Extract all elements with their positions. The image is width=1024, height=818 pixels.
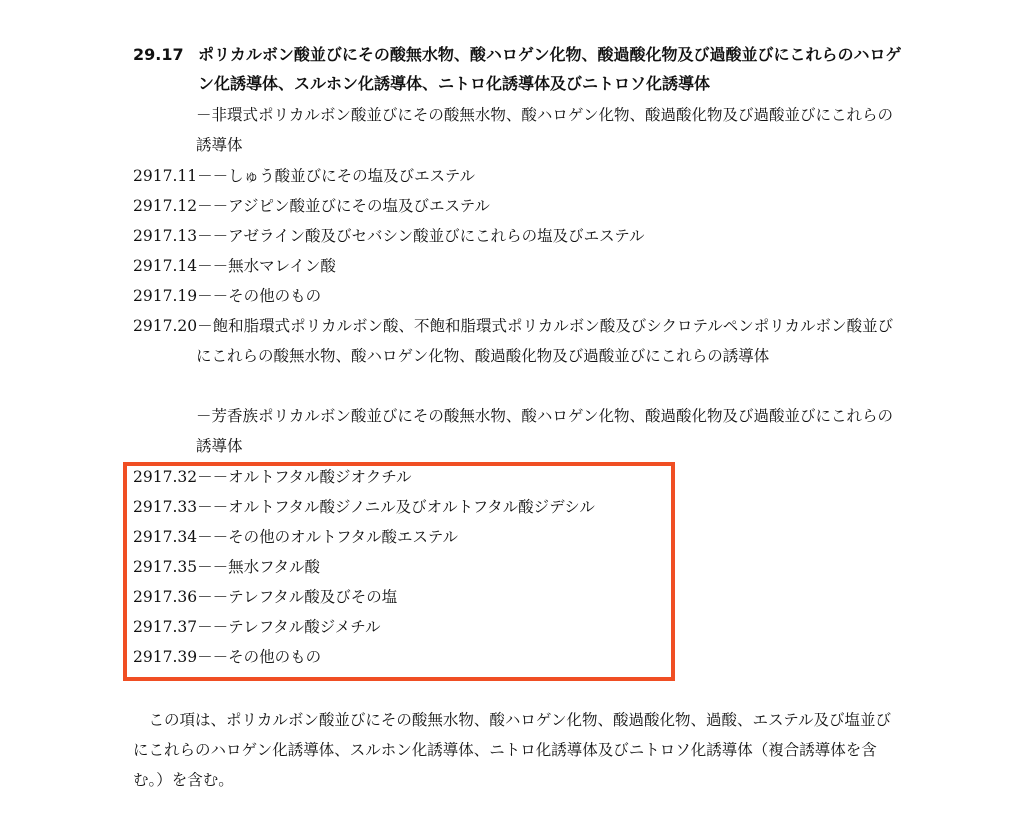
explanatory-paragraph: この項は、ポリカルボン酸並びにその酸無水物、酸ハロゲン化物、酸過酸化物、過酸、エステル及び塩並びにこれらのハロゲン化誘導体、スルホン化誘導体、ニトロ化誘導体及びニトロソ化誘導体（複合誘導体を含む。）を含む。	[133, 711, 891, 789]
subgroup-acyclic: －非環式ポリカルボン酸並びにその酸無水物、酸ハロゲン化物、酸過酸化物及び過酸並びにこれらの誘導体	[196, 106, 894, 154]
tariff-line-2917-36: 2917.36－－テレフタル酸及びその塩	[133, 588, 398, 606]
tariff-line-2917-19: 2917.19－－その他のもの	[133, 287, 322, 305]
tariff-line-2917-20	[133, 311, 903, 371]
tariff-line-2917-39: 2917.39－－その他のもの	[133, 648, 322, 666]
tariff-line-2917-37: 2917.37－－テレフタル酸ジメチル	[133, 618, 381, 636]
tariff-line-2917-33: 2917.33－－オルトフタル酸ジノニル及びオルトフタル酸ジデシル	[133, 498, 595, 516]
heading-title: ポリカルボン酸並びにその酸無水物、酸ハロゲン化物、酸過酸化物及び過酸並びにこれらのハロゲン化誘導体、スルホン化誘導体、ニトロ化誘導体及びニトロソ化誘導体	[198, 45, 902, 93]
tariff-line-2917-35: 2917.35－－無水フタル酸	[133, 558, 321, 576]
tariff-code-2917-20: 2917.20	[133, 317, 198, 335]
tariff-line-2917-34: 2917.34－－その他のオルトフタル酸エステル	[133, 528, 458, 546]
heading-29-17	[133, 40, 903, 98]
tariff-line-2917-13: 2917.13－－アゼライン酸及びセバシン酸並びにこれらの塩及びエステル	[133, 227, 645, 245]
tariff-line-2917-14: 2917.14－－無水マレイン酸	[133, 257, 336, 275]
subgroup-aromatic: －芳香族ポリカルボン酸並びにその酸無水物、酸ハロゲン化物、酸過酸化物及び過酸並びにこれらの誘導体	[196, 407, 894, 455]
tariff-line-2917-12: 2917.12－－アジピン酸並びにその塩及びエステル	[133, 197, 490, 215]
tariff-text-2917-20: －飽和脂環式ポリカルボン酸、不飽和脂環式ポリカルボン酸及びシクロテルペンポリカルボン酸並びにこれらの酸無水物、酸ハロゲン化物、酸過酸化物及び過酸並びにこれらの誘導体	[196, 317, 894, 365]
heading-number: 29.17	[133, 45, 184, 64]
tariff-line-2917-32: 2917.32－－オルトフタル酸ジオクチル	[133, 468, 412, 486]
tariff-line-2917-11: 2917.11－－しゅう酸並びにその塩及びエステル	[133, 167, 476, 185]
